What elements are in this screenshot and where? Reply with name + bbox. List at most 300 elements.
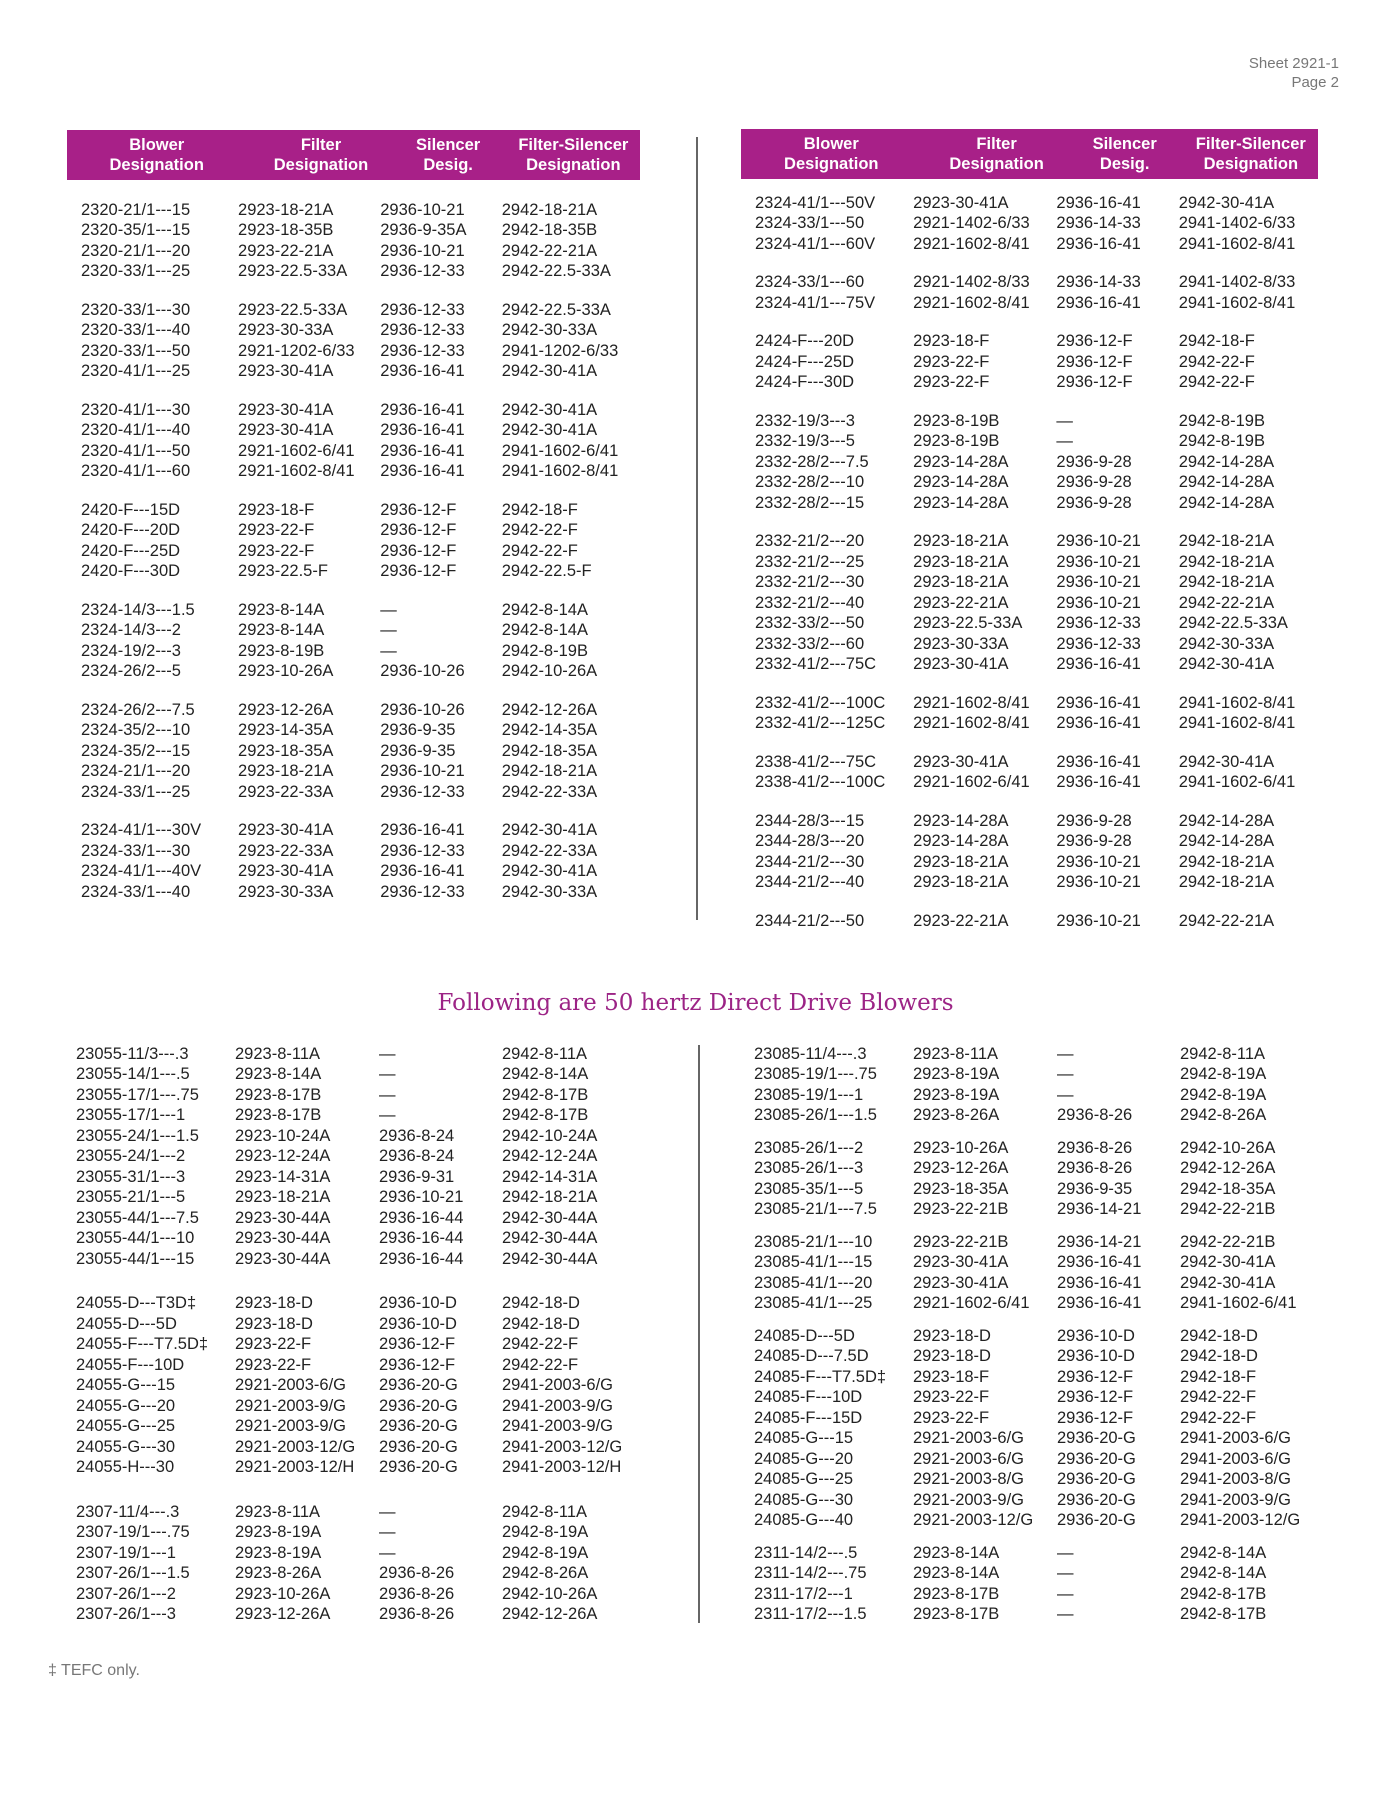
silencer-designation: 2936-10-D (379, 1294, 457, 1313)
table-row (741, 852, 1318, 873)
table-row (741, 752, 1318, 773)
silencer-designation: 2936-9-28 (1056, 811, 1132, 830)
silencer-designation: 2936-8-26 (379, 1564, 455, 1583)
table-body (741, 193, 1318, 950)
blower-designation: 2324-21/1---20 (81, 762, 191, 781)
filter-designation: 2923-8-19A (235, 1523, 322, 1542)
blower-designation: 2332-21/2---20 (755, 532, 865, 551)
filter-designation: 2923-22-F (913, 1388, 990, 1407)
table-row (741, 693, 1318, 714)
table-row (741, 552, 1318, 573)
filter-designation: 2923-18-F (913, 332, 990, 351)
row-group (67, 500, 640, 582)
blower-designation: 2332-28/2---10 (755, 473, 865, 492)
table-row (742, 1273, 1342, 1294)
table-row (67, 400, 640, 421)
blower-designation: 2320-33/1---40 (81, 321, 191, 340)
blower-designation: 2324-41/1---30V (81, 821, 202, 840)
silencer-designation: 2936-9-31 (379, 1167, 455, 1186)
table-row (67, 200, 640, 221)
table-row (64, 1229, 664, 1250)
blower-designation: 23085-21/1---10 (754, 1232, 873, 1251)
silencer-designation: 2936-20-G (379, 1437, 458, 1456)
table-row (64, 1376, 664, 1397)
filter-silencer-designation: 2942-18-D (1180, 1347, 1258, 1366)
blower-designation: 2424-F---25D (755, 352, 855, 371)
filter-silencer-designation: 2941-2003-12/H (502, 1458, 622, 1477)
filter-designation: 2923-22-F (238, 521, 315, 540)
filter-designation: 2921-2003-6/G (235, 1376, 346, 1395)
silencer-designation: 2936-20-G (379, 1376, 458, 1395)
blower-designation: 2420-F---15D (81, 500, 181, 519)
silencer-designation: 2936-14-33 (1056, 214, 1141, 233)
table-row (64, 1065, 664, 1086)
filter-silencer-designation: 2942-18-21A (1178, 552, 1275, 571)
filter-designation: 2923-18-21A (235, 1188, 331, 1207)
silencer-designation: 2936-20-G (1057, 1511, 1136, 1530)
silencer-designation: 2936-8-24 (379, 1147, 455, 1166)
filter-silencer-designation: 2942-8-19A (1180, 1065, 1267, 1084)
table-row (67, 562, 640, 583)
filter-silencer-designation: 2942-8-14A (1180, 1543, 1267, 1562)
silencer-designation: — (1057, 1065, 1074, 1084)
silencer-designation: 2936-20-G (379, 1396, 458, 1415)
filter-silencer-designation: 2942-22-F (502, 1335, 579, 1354)
filter-silencer-designation: 2941-1402-6/33 (1178, 214, 1296, 233)
table-row (67, 821, 640, 842)
filter-designation: 2923-8-14A (238, 621, 325, 640)
filter-designation: 2921-1402-6/33 (913, 214, 1030, 233)
blower-designation: 2320-21/1---20 (81, 241, 191, 260)
blower-designation: 2311-14/2---.75 (754, 1564, 867, 1583)
blower-designation: 2324-41/1---50V (755, 193, 876, 212)
filter-silencer-designation: 2942-18-35A (501, 741, 598, 760)
table-row (741, 811, 1318, 832)
silencer-designation: — (380, 641, 397, 660)
filter-silencer-designation: 2942-18-21A (1178, 873, 1275, 892)
blower-designation: 23085-26/1---1.5 (754, 1106, 877, 1125)
filter-designation: 2923-22-F (913, 373, 990, 392)
filter-designation: 2921-2003-9/G (913, 1490, 1024, 1509)
table-top-right (741, 129, 1318, 930)
table-row (741, 655, 1318, 676)
filter-silencer-designation: 2942-30-44A (502, 1249, 598, 1268)
blower-designation: 2311-17/2---1 (754, 1584, 853, 1603)
table-row (67, 221, 640, 242)
filter-silencer-designation: 2942-10-26A (502, 1584, 598, 1603)
table-row (741, 573, 1318, 594)
filter-designation: 2921-2003-12/H (235, 1458, 355, 1477)
silencer-designation: 2936-16-41 (1056, 234, 1141, 253)
filter-designation: 2923-8-19A (235, 1543, 322, 1562)
table-row (742, 1106, 1342, 1127)
filter-designation: 2923-30-41A (238, 421, 334, 440)
table-row (742, 1085, 1342, 1106)
blower-designation: 24085-G---30 (754, 1490, 854, 1509)
table-row (64, 1208, 664, 1229)
silencer-designation: 2936-14-21 (1057, 1200, 1142, 1219)
filter-designation: 2923-22-21B (913, 1200, 1009, 1219)
filter-designation: 2923-22.5-F (238, 562, 328, 581)
row-group (64, 1294, 664, 1479)
filter-silencer-designation: 2941-1202-6/33 (501, 341, 619, 360)
table-row (742, 1326, 1342, 1347)
row-group (67, 200, 640, 282)
silencer-designation: 2936-12-33 (380, 341, 465, 360)
filter-designation: 2923-8-26A (235, 1564, 322, 1583)
filter-silencer-designation: 2942-22-21B (1180, 1232, 1276, 1251)
filter-designation: 2923-8-14A (913, 1564, 1000, 1583)
filter-designation: 2923-22-21A (238, 241, 334, 260)
filter-designation: 2923-22.5-33A (913, 614, 1023, 633)
filter-silencer-designation: 2941-1602-8/41 (501, 462, 619, 481)
col-filter: Filter Designation (273, 136, 369, 174)
filter-designation: 2923-8-17B (913, 1605, 1000, 1624)
blower-designation: 24055-D---T3D‡ (76, 1294, 197, 1313)
silencer-designation: 2936-20-G (1057, 1470, 1136, 1489)
blower-designation: 23085-11/4---.3 (754, 1044, 867, 1063)
filter-designation: 2923-18-21A (913, 573, 1009, 592)
filter-silencer-designation: 2941-2003-9/G (1180, 1490, 1291, 1509)
filter-silencer-designation: 2942-8-19A (502, 1523, 589, 1542)
table-row (67, 621, 640, 642)
silencer-designation: 2936-12-F (1056, 373, 1133, 392)
blower-designation: 2324-33/1---30 (81, 841, 191, 860)
filter-designation: 2923-18-D (235, 1314, 313, 1333)
filter-designation: 2923-14-31A (235, 1167, 331, 1186)
filter-silencer-designation: 2942-8-17B (1180, 1584, 1267, 1603)
silencer-designation: 2936-12-F (380, 521, 457, 540)
row-group (67, 300, 640, 382)
blower-designation: 2311-14/2---.5 (754, 1543, 858, 1562)
filter-designation: 2921-2003-6/G (913, 1429, 1024, 1448)
filter-designation: 2923-8-11A (235, 1044, 321, 1063)
filter-designation: 2923-22-F (913, 352, 990, 371)
filter-silencer-designation: 2942-8-14A (501, 621, 588, 640)
silencer-designation: 2936-20-G (379, 1417, 458, 1436)
blower-designation: 2320-33/1---50 (81, 341, 191, 360)
row-group (742, 1232, 1342, 1314)
blower-designation: 2324-41/1---60V (755, 234, 876, 253)
silencer-designation: 2936-12-33 (1056, 614, 1141, 633)
table-row (742, 1449, 1342, 1470)
filter-silencer-designation: 2942-18-21A (501, 200, 598, 219)
table-row (67, 521, 640, 542)
table-row (741, 214, 1318, 235)
blower-designation: 2344-21/2---30 (755, 852, 865, 871)
filter-silencer-designation: 2941-2003-8/G (1180, 1470, 1291, 1489)
silencer-designation: — (380, 621, 397, 640)
filter-designation: 2923-18-F (238, 500, 315, 519)
table-row (67, 762, 640, 783)
filter-silencer-designation: 2942-30-33A (501, 882, 598, 901)
blower-designation: 2344-21/2---50 (755, 911, 865, 930)
table-row (64, 1584, 664, 1605)
silencer-designation: 2936-8-26 (379, 1584, 455, 1603)
filter-designation: 2923-12-26A (235, 1605, 331, 1624)
row-group (742, 1543, 1342, 1625)
table-row (67, 441, 640, 462)
filter-designation: 2923-30-41A (913, 1253, 1009, 1272)
blower-designation: 23085-21/1---7.5 (754, 1200, 877, 1219)
table-row (742, 1159, 1342, 1180)
silencer-designation: 2936-12-F (1057, 1408, 1134, 1427)
table-row (67, 300, 640, 321)
filter-designation: 2923-30-41A (913, 655, 1009, 674)
filter-silencer-designation: 2942-22-F (1180, 1388, 1257, 1407)
col-blower: Blower Designation (109, 136, 204, 174)
sheet-reference (1249, 54, 1339, 92)
filter-designation: 2923-18-21A (913, 532, 1009, 551)
table-row (67, 321, 640, 342)
filter-silencer-designation: 2942-22.5-33A (501, 262, 611, 281)
filter-silencer-designation: 2942-12-26A (502, 1605, 598, 1624)
row-group (741, 532, 1318, 676)
filter-designation: 2923-8-19A (913, 1065, 1000, 1084)
silencer-designation: 2936-16-41 (1056, 293, 1141, 312)
silencer-designation: 2936-8-26 (1057, 1159, 1133, 1178)
silencer-designation: 2936-14-33 (1056, 273, 1141, 292)
table-row (741, 332, 1318, 353)
table-row (64, 1335, 664, 1356)
filter-designation: 2923-8-17B (913, 1584, 1000, 1603)
table-row (742, 1511, 1342, 1532)
filter-designation: 2921-2003-8/G (913, 1470, 1024, 1489)
filter-silencer-designation: 2942-18-21A (1178, 532, 1275, 551)
blower-designation: 2332-21/2---25 (755, 552, 865, 571)
blower-designation: 2324-33/1---60 (755, 273, 865, 292)
filter-designation: 2923-22-F (235, 1355, 312, 1374)
table-top-left (67, 130, 640, 901)
blower-designation: 24085-G---25 (754, 1470, 854, 1489)
blower-designation: 23085-19/1---1 (754, 1085, 864, 1104)
filter-designation: 2923-30-41A (913, 752, 1009, 771)
row-group (64, 1044, 664, 1270)
filter-designation: 2923-22.5-33A (238, 262, 348, 281)
filter-designation: 2923-8-19A (913, 1085, 1000, 1104)
table-row (64, 1437, 664, 1458)
table-row (64, 1044, 664, 1065)
row-group (64, 1502, 664, 1625)
filter-silencer-designation: 2942-18-35A (1180, 1179, 1276, 1198)
silencer-designation: 2936-12-F (379, 1355, 456, 1374)
table-row (741, 293, 1318, 314)
table-row (741, 352, 1318, 373)
blower-designation: 2424-F---20D (755, 332, 855, 351)
filter-silencer-designation: 2941-1602-8/41 (1178, 234, 1296, 253)
filter-silencer-designation: 2942-22.5-F (501, 562, 592, 581)
filter-designation: 2921-2003-9/G (235, 1417, 346, 1436)
blower-designation: 23055-21/1---5 (76, 1188, 186, 1207)
filter-designation: 2923-10-26A (238, 662, 334, 681)
col-silencer: Silencer Desig. (416, 136, 481, 174)
row-group (741, 693, 1318, 734)
blower-designation: 23055-31/1---3 (76, 1167, 186, 1186)
filter-silencer-designation: 2942-30-41A (501, 821, 598, 840)
filter-designation: 2923-30-44A (235, 1249, 331, 1268)
silencer-designation: 2936-10-21 (1056, 552, 1141, 571)
silencer-designation: — (379, 1502, 396, 1521)
blower-designation: 23055-44/1---15 (76, 1249, 195, 1268)
blower-designation: 23055-17/1---.75 (76, 1085, 199, 1104)
silencer-designation: — (379, 1044, 396, 1063)
table-row (741, 593, 1318, 614)
silencer-designation: — (1057, 1085, 1074, 1104)
blower-designation: 2324-14/3---1.5 (81, 600, 195, 619)
filter-silencer-designation: 2941-1602-6/41 (1180, 1294, 1297, 1313)
filter-silencer-designation: 2942-8-26A (502, 1564, 589, 1583)
silencer-designation: — (1057, 1584, 1074, 1603)
blower-designation: 23085-19/1---.75 (754, 1065, 877, 1084)
blower-designation: 24085-G---20 (754, 1449, 854, 1468)
silencer-designation: 2936-12-F (380, 562, 457, 581)
filter-silencer-designation: 2942-22-21A (1178, 593, 1275, 612)
filter-silencer-designation: 2942-30-41A (1178, 193, 1275, 212)
filter-designation: 2923-22-21A (913, 911, 1009, 930)
filter-designation: 2921-2003-12/G (235, 1437, 356, 1456)
page-number: Page 2 (1291, 74, 1339, 91)
blower-designation: 2307-19/1---1 (76, 1543, 176, 1562)
column-divider-top (696, 137, 698, 920)
table-row (67, 862, 640, 883)
silencer-designation: 2936-16-41 (380, 421, 465, 440)
table-row (64, 1147, 664, 1168)
filter-silencer-designation: 2942-10-24A (502, 1126, 598, 1145)
filter-silencer-designation: 2942-18-D (502, 1294, 580, 1313)
filter-silencer-designation: 2942-8-19B (1178, 432, 1265, 451)
filter-designation: 2923-8-19B (913, 411, 1000, 430)
filter-silencer-designation: 2942-8-19B (501, 641, 588, 660)
filter-silencer-designation: 2941-2003-6/G (1180, 1429, 1291, 1448)
blower-designation: 23085-26/1---2 (754, 1138, 864, 1157)
table-row (67, 421, 640, 442)
filter-designation: 2923-22-33A (238, 841, 334, 860)
filter-designation: 2923-14-35A (238, 721, 334, 740)
blower-designation: 23055-11/3---.3 (76, 1044, 189, 1063)
silencer-designation: 2936-12-33 (380, 882, 465, 901)
filter-designation: 2921-1602-8/41 (913, 293, 1030, 312)
filter-designation: 2923-22-33A (238, 782, 334, 801)
filter-silencer-designation: 2942-14-35A (501, 721, 598, 740)
blower-designation: 2324-41/1---40V (81, 862, 202, 881)
table-row (64, 1543, 664, 1564)
silencer-designation: 2936-16-41 (1057, 1273, 1142, 1292)
filter-designation: 2921-2003-9/G (235, 1396, 346, 1415)
filter-designation: 2923-8-11A (235, 1502, 321, 1521)
silencer-designation: 2936-16-41 (380, 362, 465, 381)
filter-designation: 2923-22-21A (913, 593, 1009, 612)
filter-designation: 2923-18-D (235, 1294, 313, 1313)
filter-silencer-designation: 2942-30-44A (502, 1208, 598, 1227)
blower-designation: 23055-44/1---7.5 (76, 1208, 199, 1227)
sheet-number: Sheet 2921-1 (1248, 55, 1339, 72)
blower-designation: 2307-26/1---3 (76, 1605, 176, 1624)
silencer-designation: 2936-12-33 (380, 782, 465, 801)
filter-silencer-designation: 2941-1602-6/41 (501, 441, 619, 460)
table-row (741, 832, 1318, 853)
table-row (67, 541, 640, 562)
filter-silencer-designation: 2941-1602-8/41 (1178, 293, 1296, 312)
filter-silencer-designation: 2942-8-14A (1180, 1564, 1267, 1583)
blower-designation: 2320-41/1---40 (81, 421, 191, 440)
table-row (64, 1396, 664, 1417)
silencer-designation: 2936-16-41 (1057, 1253, 1142, 1272)
row-group (741, 332, 1318, 394)
silencer-designation: 2936-9-28 (1056, 493, 1132, 512)
filter-designation: 2923-8-17B (235, 1106, 322, 1125)
blower-designation: 23055-44/1---10 (76, 1229, 195, 1248)
silencer-designation: 2936-9-35A (380, 221, 467, 240)
filter-silencer-designation: 2942-30-41A (501, 421, 598, 440)
silencer-designation: 2936-10-21 (1056, 873, 1141, 892)
blower-designation: 23085-35/1---5 (754, 1179, 864, 1198)
blower-designation: 2332-41/2---100C (755, 693, 886, 712)
filter-designation: 2923-12-26A (238, 700, 334, 719)
filter-silencer-designation: 2942-8-19A (502, 1543, 589, 1562)
filter-silencer-designation: 2942-22-F (1178, 352, 1255, 371)
filter-silencer-designation: 2941-2003-12/G (1180, 1511, 1301, 1530)
table-row (741, 873, 1318, 894)
filter-silencer-designation: 2942-8-17B (502, 1085, 589, 1104)
filter-silencer-designation: 2942-8-17B (1180, 1605, 1267, 1624)
filter-silencer-designation: 2941-1602-6/41 (1178, 773, 1296, 792)
filter-designation: 2921-1602-8/41 (913, 234, 1030, 253)
row-group (741, 811, 1318, 893)
filter-designation: 2921-1402-8/33 (913, 273, 1030, 292)
filter-silencer-designation: 2942-22.5-33A (501, 300, 611, 319)
table-row (741, 473, 1318, 494)
filter-silencer-designation: 2941-2003-6/G (1180, 1449, 1291, 1468)
filter-silencer-designation: 2942-8-11A (502, 1044, 588, 1063)
filter-silencer-designation: 2942-8-14A (501, 600, 588, 619)
filter-silencer-designation: 2942-14-28A (1178, 811, 1275, 830)
blower-designation: 2320-41/1---50 (81, 441, 191, 460)
filter-designation: 2923-18-D (913, 1347, 991, 1366)
filter-designation: 2923-30-33A (238, 321, 334, 340)
blower-designation: 2332-21/2---30 (755, 573, 865, 592)
blower-designation: 2324-26/2---7.5 (81, 700, 195, 719)
blower-designation: 2324-26/2---5 (81, 662, 181, 681)
table-row (742, 1543, 1342, 1564)
blower-designation: 2324-33/1---40 (81, 882, 191, 901)
table-row (741, 411, 1318, 432)
silencer-designation: 2936-16-41 (1056, 693, 1141, 712)
silencer-designation: 2936-10-21 (1056, 532, 1141, 551)
silencer-designation: 2936-12-33 (380, 262, 465, 281)
silencer-designation: — (380, 600, 397, 619)
row-group (741, 273, 1318, 314)
filter-designation: 2921-1602-8/41 (238, 462, 355, 481)
table-row (64, 1106, 664, 1127)
blower-designation: 24055-H---30 (76, 1458, 175, 1477)
table-row (64, 1249, 664, 1270)
table-row (64, 1167, 664, 1188)
silencer-designation: 2936-14-21 (1057, 1232, 1142, 1251)
filter-designation: 2923-8-14A (913, 1543, 1000, 1562)
row-group (741, 911, 1318, 932)
blower-designation: 2311-17/2---1.5 (754, 1605, 867, 1624)
silencer-designation: 2936-10-21 (1056, 911, 1141, 930)
table-row (741, 234, 1318, 255)
blower-designation: 2324-35/2---10 (81, 721, 191, 740)
table-row (742, 1470, 1342, 1491)
table-header (741, 129, 1318, 179)
filter-designation: 2923-8-26A (913, 1106, 1000, 1125)
silencer-designation: 2936-16-41 (380, 821, 465, 840)
table-row (64, 1314, 664, 1335)
blower-designation: 2420-F---25D (81, 541, 181, 560)
table-row (742, 1065, 1342, 1086)
